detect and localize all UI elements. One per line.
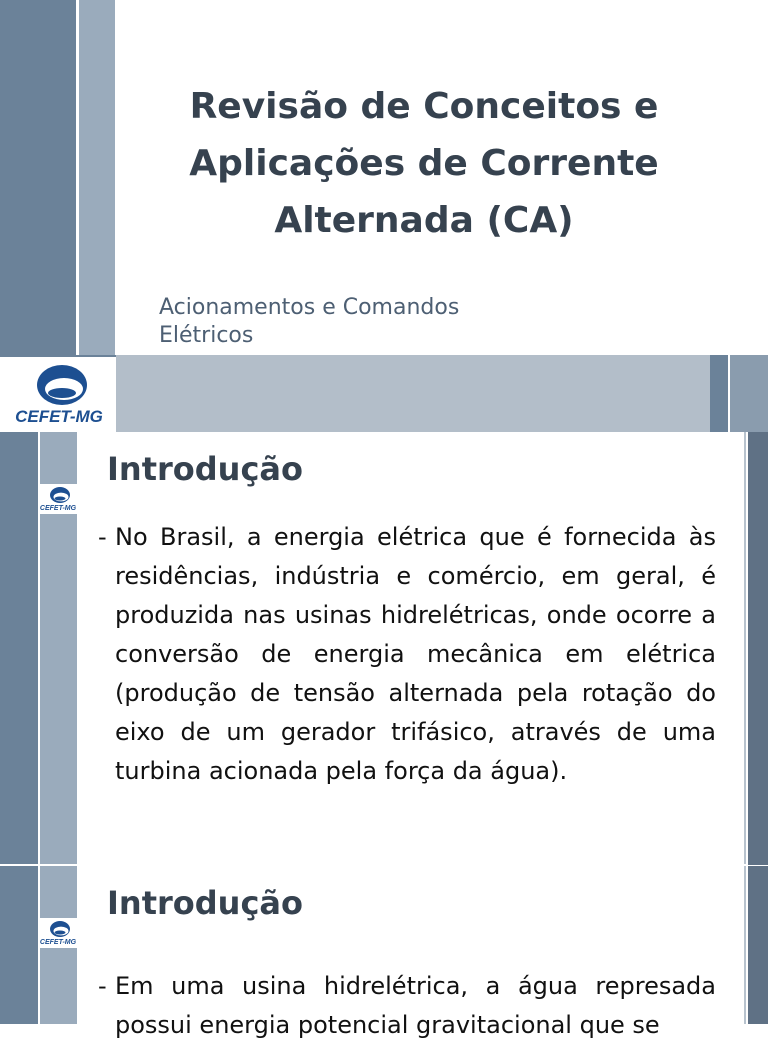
- cefet-mg-logo-icon: [8, 360, 110, 428]
- title-slide-band-accent-dark: [710, 355, 728, 432]
- title-slide-sidebar-dark: [0, 0, 76, 355]
- slide3-heading: Introdução: [107, 884, 303, 922]
- content-slide-right-line: [744, 432, 746, 865]
- cefet-mg-logo-small-icon: [39, 918, 77, 948]
- bullet-marker: -: [98, 523, 107, 551]
- content-slide-right-bar: [748, 432, 768, 865]
- slide2-paragraph-text: No Brasil, a energia elétrica que é fornecida às residências, indústria e comércio, em geral, é produzida nas usinas hidrelétricas, onde ocorre a conversão de energia mecânica em elétrica (produção de tensão alternada pela rotação do eixo de um gerador trifásico, através de uma turbina acionada pela força da água).: [115, 523, 716, 785]
- logo-small-text: CEFET-MG: [39, 939, 77, 946]
- title-slide-subtitle: Acionamentos e Comandos Elétricos: [159, 295, 460, 348]
- cefet-mg-logo-small-icon: [39, 484, 77, 514]
- title-slide-title: Revisão de Conceitos e Aplicações de Corrente Alternada (CA): [189, 86, 659, 241]
- slide2-paragraph: [98, 518, 716, 791]
- logo-text: CEFET-MG: [15, 407, 103, 426]
- title-slide-sidebar-light: [76, 0, 115, 355]
- slide-separator: [0, 864, 748, 866]
- content-slide-right-line: [744, 866, 746, 1024]
- content-slide-sidebar-dark: [0, 432, 38, 865]
- slide2-heading: Introdução: [107, 450, 303, 488]
- content-slide-sidebar-dark: [0, 866, 38, 1024]
- title-slide-band-accent-mid: [728, 355, 768, 432]
- content-slide-right-bar: [748, 866, 768, 1024]
- slide3-paragraph-text: Em uma usina hidrelétrica, a água represada possui energia potencial gravitacional que se: [115, 972, 716, 1039]
- title-slide-sidebar-gap: [76, 0, 79, 355]
- logo-small-text: CEFET-MG: [39, 505, 77, 512]
- title-slide-band: [116, 355, 710, 432]
- slide3-paragraph: [98, 967, 716, 1045]
- bullet-marker: -: [98, 972, 107, 1000]
